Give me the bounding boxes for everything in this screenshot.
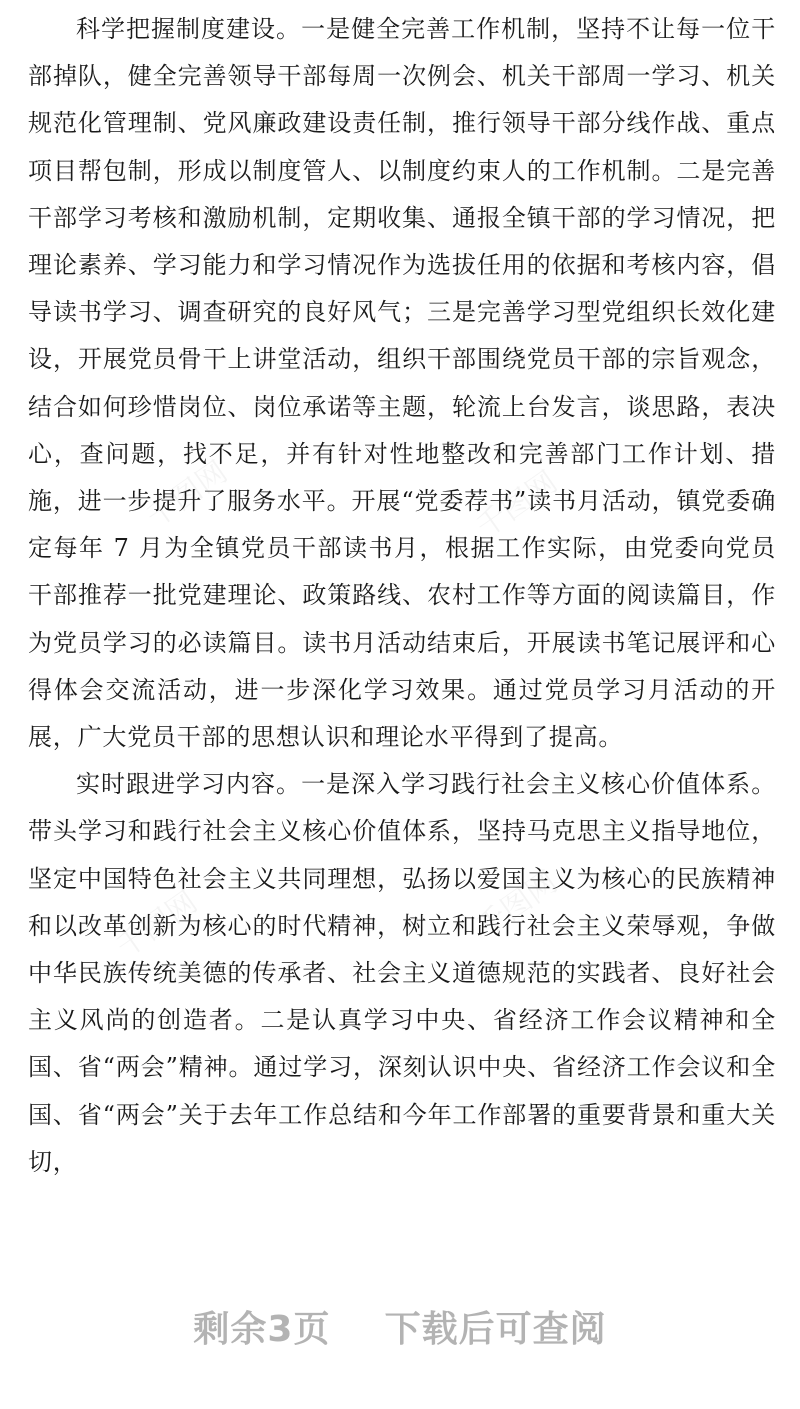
- paragraph-learning-content: 实时跟进学习内容。一是深入学习践行社会主义核心价值体系。带头学习和践行社会主义核心价值体系，坚持马克思主义指导地位，坚定中国特色社会主义共同理想，弘扬以爱国主义为核心的民族精神和以改革创新为核心的时代精神，树立和践行社会主义荣辱观，争做中华民族传统美德的传承者、社会主义道德规范的实践者、良好社会主义风尚的创造者。二是认真学习中央、省经济工作会议精神和全国、省“两会”精神。通过学习，深刻认识中央、省经济工作会议和全国、省“两会”关于去年工作总结和今年工作部署的重要背景和重大关切，: [28, 770, 776, 1176]
- document-body: [28, 6, 776, 1186]
- remaining-pages-label: 剩余3页: [193, 1309, 331, 1350]
- download-hint-label: 下载后可查阅: [384, 1309, 607, 1350]
- preview-limit-notice: [0, 1305, 800, 1355]
- paragraph-institution-building: 科学把握制度建设。一是健全完善工作机制，坚持不让每一位干部掉队，健全完善领导干部每周一次例会、机关干部周一学习、机关规范化管理制、党风廉政建设责任制，推行领导干部分线作战、重点项目帮包制，形成以制度管人、以制度约束人的工作机制。二是完善干部学习考核和激励机制，定期收集、通报全镇干部的学习情况，把理论素养、学习能力和学习情况作为选拔任用的依据和考核内容，倡导读书学习、调查研究的良好风气；三是完善学习型党组织长效化建设，开展党员骨干上讲堂活动，组织干部围绕党员干部的宗旨观念，结合如何珍惜岗位、岗位承诺等主题，轮流上台发言，谈思路，表决心，查问题，找不足，并有针对性地整改和完善部门工作计划、措施，进一步提升了服务水平。开展“党委荐书”读书月活动，镇党委确定每年 7 月为全镇党员干部读书月，根据工作实际，由党委向党员干部推荐一批党建理论、政策路线、农村工作等方面的阅读篇目，作为党员学习的必读篇目。读书月活动结束后，开展读书笔记展评和心得体会交流活动，进一步深化学习效果。通过党员学习月活动的开展，广大党员干部的思想认识和理论水平得到了提高。: [28, 15, 776, 752]
